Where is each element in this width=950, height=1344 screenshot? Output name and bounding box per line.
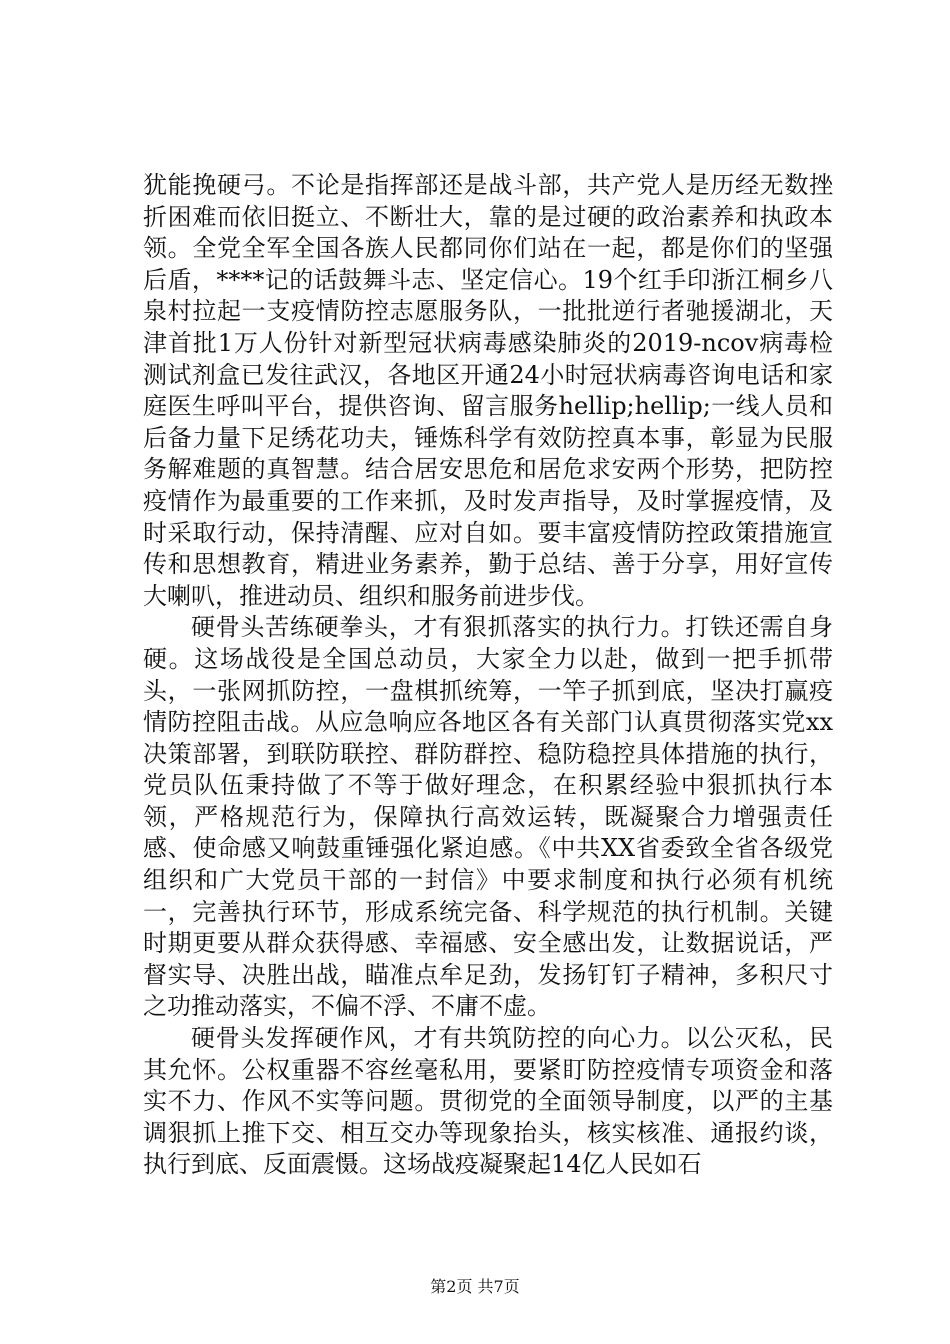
document-body: [143, 170, 833, 1181]
paragraph-3: 硬骨头发挥硬作风，才有共筑防控的向心力。以公灭私，民其允怀。公权重器不容丝毫私用，要紧盯防控疫情专项资金和落实不力、作风不实等问题。贯彻党的全面领导制度，以严的主基调狠抓上推下交、相互交办等现象抬头，核实核准、通报约谈，执行到底、反面震慑。这场战疫凝聚起14亿人民如石: [143, 1024, 833, 1179]
paragraph-1: 犹能挽硬弓。不论是指挥部还是战斗部，共产党人是历经无数挫折困难而依旧挺立、不断壮大，靠的是过硬的政治素养和执政本领。全党全军全国各族人民都同你们站在一起，都是你们的坚强后盾，****记的话鼓舞斗志、坚定信心。19个红手印浙江桐乡八泉村拉起一支疫情防控志愿服务队，一批批逆行者驰援湖北，天津首批1万人份针对新型冠状病毒感染肺炎的2019-ncov病毒检测试剂盒已发往武汉，各地区开通24小时冠状病毒咨询电话和家庭医生呼叫平台，提供咨询、留言服务hellip;hellip;一线人员和后备力量下足绣花功夫，锤炼科学有效防控真本事，彰显为民服务解难题的真智慧。结合居安思危和居危求安两个形势，把防控疫情作为最重要的工作来抓，及时发声指导，及时掌握疫情，及时采取行动，保持清醒、应对自如。要丰富疫情防控政策措施宣传和思想教育，精进业务素养，勤于总结、善于分享，用好宣传大喇叭，推进动员、组织和服务前进步伐。: [143, 171, 833, 610]
page-footer: 第2页 共7页: [430, 1277, 520, 1296]
paragraph-2: 硬骨头苦练硬拳头，才有狠抓落实的执行力。打铁还需自身硬。这场战役是全国总动员，大家全力以赴，做到一把手抓带头，一张网抓防控，一盘棋抓统筹，一竿子抓到底，坚决打赢疫情防控阻击战。从应急响应各地区各有关部门认真贯彻落实党xx决策部署，到联防联控、群防群控、稳防稳控具体措施的执行，党员队伍秉持做了不等于做好理念，在积累经验中狠抓执行本领，严格规范行为，保障执行高效运转，既凝聚合力增强责任感、使命感又响鼓重锤强化紧迫感。《中共XX省委致全省各级党组织和广大党员干部的一封信》中要求制度和执行必须有机统一，完善执行环节，形成系统完备、科学规范的执行机制。关键时期更要从群众获得感、幸福感、安全感出发，让数据说话，严督实导、决胜出战，瞄准点牟足劲，发扬钉钉子精神，多积尺寸之功推动落实，不偏不浮、不庸不虚。: [143, 613, 833, 1021]
